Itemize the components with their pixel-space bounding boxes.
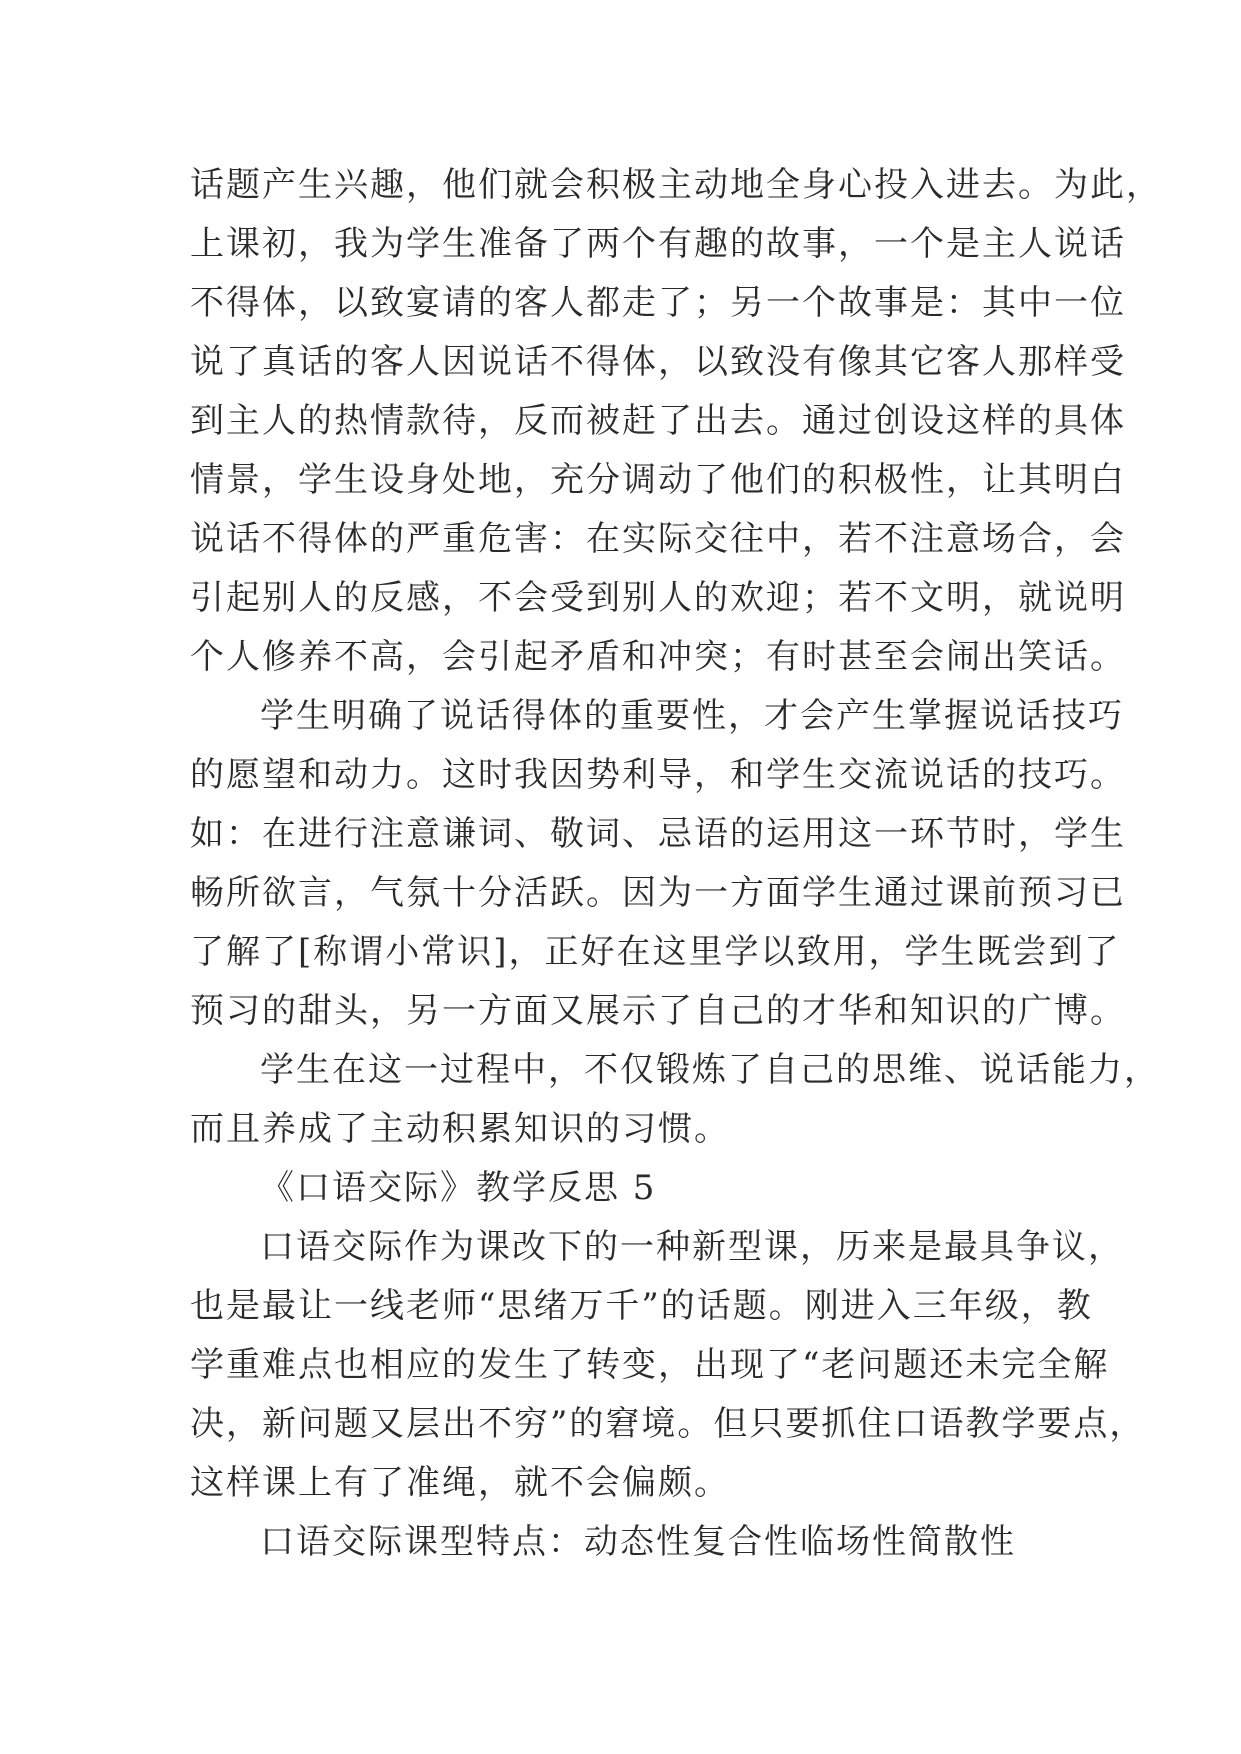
text-line: 不得体，以致宴请的客人都走了；另一个故事是：其中一位 [190,283,1126,323]
text-line: 而且养成了主动积累知识的习惯。 [190,1109,730,1149]
text-line: 说了真话的客人因说话不得体，以致没有像其它客人那样受 [190,342,1126,382]
text-line: 的愿望和动力。这时我因势利导，和学生交流说话的技巧。 [190,755,1126,795]
text-line: 引起别人的反感，不会受到别人的欢迎；若不文明，就说明 [190,578,1126,618]
text-line: 话题产生兴趣，他们就会积极主动地全身心投入进去。为此， [190,165,1162,205]
paragraph-start-line: 口语交际作为课改下的一种新型课，历来是最具争议， [260,1227,1124,1267]
text-line: 了解了[称谓小常识]，正好在这里学以致用，学生既尝到了 [190,932,1121,972]
text-line: 预习的甜头，另一方面又展示了自己的才华和知识的广博。 [190,991,1126,1031]
text-line: 情景，学生设身处地，充分调动了他们的积极性，让其明白 [190,460,1126,500]
text-line: 上课初，我为学生准备了两个有趣的故事，一个是主人说话 [190,224,1126,264]
text-line: 说话不得体的严重危害：在实际交往中，若不注意场合，会 [190,519,1126,559]
paragraph-start-line: 学生在这一过程中，不仅锻炼了自己的思维、说话能力， [260,1050,1160,1090]
text-line: 个人修养不高，会引起矛盾和冲突；有时甚至会闹出笑话。 [190,637,1126,677]
document-body [190,156,1162,1572]
paragraph-start-line: 学生明确了说话得体的重要性，才会产生掌握说话技巧 [260,696,1124,736]
text-line: 这样课上有了准绳，就不会偏颇。 [190,1463,730,1503]
text-line: 学重难点也相应的发生了转变，出现了“老问题还未完全解 [190,1345,1110,1385]
text-line: 决，新问题又层出不穷”的窘境。但只要抓住口语教学要点， [190,1404,1146,1444]
section-heading: 《口语交际》教学反思 5 [260,1168,657,1208]
text-line: 如：在进行注意谦词、敬词、忌语的运用这一环节时，学生 [190,814,1126,854]
text-line: 畅所欲言，气氛十分活跃。因为一方面学生通过课前预习已 [190,873,1126,913]
paragraph-start-line: 口语交际课型特点：动态性复合性临场性简散性 [260,1522,1016,1562]
text-line: 也是最让一线老师“思绪万千”的话题。刚进入三年级，教 [190,1286,1093,1326]
text-line: 到主人的热情款待，反而被赶了出去。通过创设这样的具体 [190,401,1126,441]
